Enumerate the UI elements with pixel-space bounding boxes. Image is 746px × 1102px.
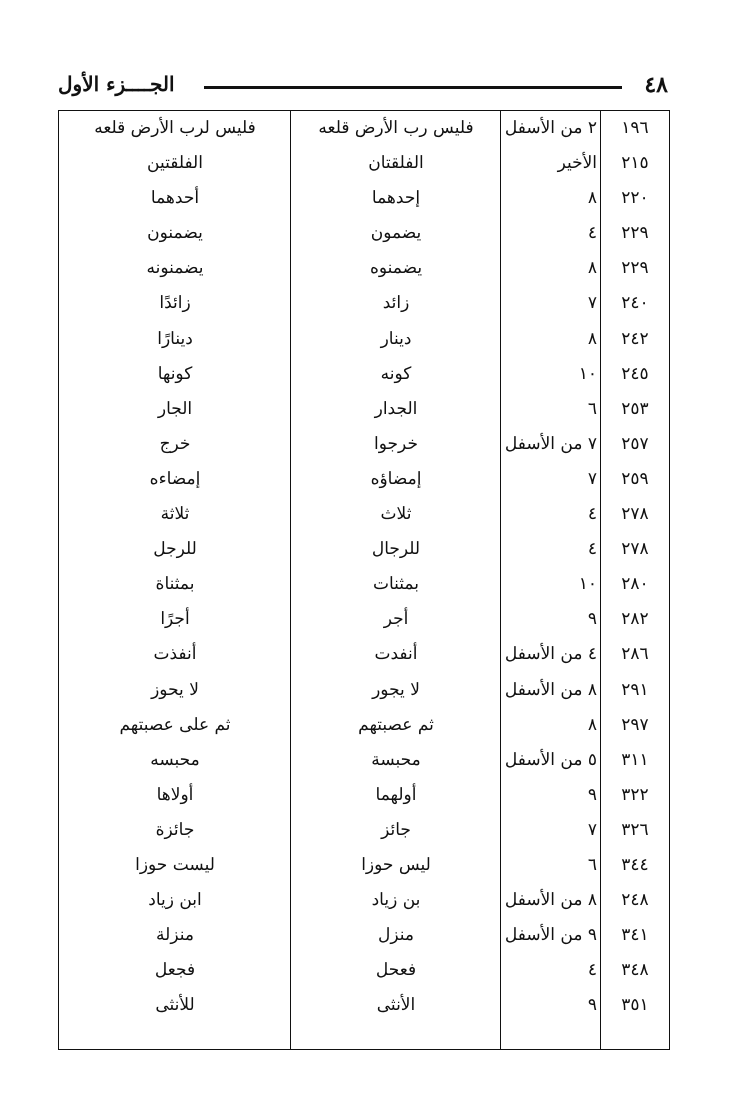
line-cell: ٦ [587,854,597,875]
table-row [59,884,669,919]
page-number-cell: ٣٢٢ [621,784,649,805]
correction-cell: خرج [159,433,191,454]
page-number-cell: ٣٤٨ [621,960,649,981]
line-cell: ٩ من الأسفل [504,925,597,946]
page-number-cell: ٢٤٢ [621,328,649,349]
page-number-cell: ٢٥٣ [621,398,649,419]
line-cell: ٧ [587,819,597,840]
table-row [59,393,669,428]
page-number-cell: ٢٧٨ [621,504,649,525]
error-cell: كونه [380,363,412,384]
line-cell: ١٠ [578,363,597,384]
table-row [59,674,669,709]
page-number-cell: ٢٥٩ [621,468,649,489]
page-number: ٤٨ [644,72,668,98]
error-cell: منزل [378,925,414,946]
error-cell: ثلاث [380,504,412,525]
correction-cell: فليس لرب الأرض قلعه [94,118,256,138]
error-cell: يضمنوه [369,258,423,279]
correction-cell: بمثناة [155,574,195,595]
correction-cell: إمضاءه [149,468,201,489]
correction-cell: يضمنونه [146,258,204,279]
table-row [59,428,669,463]
error-cell: خرجوا [374,433,418,454]
table-row [59,112,669,147]
table-row [59,463,669,498]
page-number-cell: ٢٨٢ [621,609,649,630]
line-cell: ٨ من الأسفل [504,679,597,700]
page-number-cell: ٢٨٠ [621,574,649,595]
error-cell: الجدار [374,398,418,419]
table-row [59,744,669,779]
line-cell: ١٠ [578,574,597,595]
line-cell: الأخير [557,153,597,174]
table-row [59,533,669,568]
error-cell: محبسة [371,749,421,770]
correction-cell: منزلة [156,925,194,946]
page-number-cell: ٢٢٠ [621,188,649,209]
line-cell: ٨ [587,258,597,279]
table-row [59,849,669,884]
correction-cell: محبسه [150,749,200,770]
error-cell: زائد [382,293,410,314]
table-row [59,779,669,814]
correction-cell: دينارًا [157,328,193,349]
error-cell: دينار [380,328,412,349]
header-rule [204,86,622,89]
line-cell: ٨ [587,328,597,349]
table-row [59,603,669,638]
line-cell: ٧ [587,293,597,314]
correction-cell: للأنثى [155,995,195,1016]
page-number-cell: ٢٥٧ [621,433,649,454]
line-cell: ٩ [587,995,597,1016]
page-number-cell: ٣٢٦ [621,819,649,840]
correction-cell: ثلاثة [160,504,190,525]
error-cell: الأنثى [376,995,416,1016]
correction-cell: ثم على عصبتهم [119,714,231,735]
page-number-cell: ٢١٥ [621,153,649,174]
table-row [59,989,669,1024]
correction-cell: الجار [157,398,193,419]
error-cell: فعحل [375,960,417,981]
correction-cell: جائزة [155,819,195,840]
correction-cell: فجعل [154,960,196,981]
page-number-cell: ٢٨٦ [621,644,649,665]
line-cell: ٩ [587,609,597,630]
error-cell: فليس رب الأرض قلعه [318,118,474,138]
line-cell: ٨ [587,714,597,735]
table-row [59,287,669,322]
page-number-cell: ٣٤١ [621,925,649,946]
page-number-cell: ٣١١ [621,749,649,770]
line-cell: ٤ [587,539,597,560]
line-cell: ٤ من الأسفل [504,644,597,665]
error-cell: بمثنات [372,574,419,595]
page-number-cell: ٣٥١ [621,995,649,1016]
error-cell: الفلقتان [368,153,424,174]
line-cell: ٥ من الأسفل [504,749,597,770]
table-row [59,358,669,393]
correction-cell: لا يحوز [151,679,199,700]
line-cell: ٩ [587,784,597,805]
correction-cell: الفلقتين [147,153,203,174]
page-number-cell: ٢٩١ [621,679,649,700]
error-cell: أنفدت [374,644,418,665]
table-top-rule [59,110,669,111]
line-cell: ٨ [587,188,597,209]
error-cell: جائز [381,819,411,840]
line-cell: ٧ [587,468,597,489]
correction-cell: أجرًا [160,609,190,630]
error-cell: يضمون [370,223,422,244]
page-number-cell: ٢٤٥ [621,363,649,384]
error-cell: بن زياد [371,890,421,911]
page-number-cell: ٢٤٨ [621,890,649,911]
table-row [59,217,669,252]
line-cell: ٤ [587,504,597,525]
error-cell: للرجال [371,539,421,560]
correction-cell: كونها [157,363,193,384]
page-number-cell: ٢٢٩ [621,258,649,279]
line-cell: ٤ [587,960,597,981]
table-body [59,112,669,1024]
line-cell: ٦ [587,398,597,419]
line-cell: ٢ من الأسفل [504,118,597,138]
page-number-cell: ٣٤٤ [621,854,649,875]
table-row [59,954,669,989]
correction-cell: أولاها [156,784,194,805]
correction-cell: للرجل [153,539,197,560]
line-cell: ٤ [587,223,597,244]
error-cell: أولهما [375,784,417,805]
line-cell: ٨ من الأسفل [504,890,597,911]
correction-cell: ليست حوزا [135,854,215,875]
page-number-cell: ٢٢٩ [621,223,649,244]
table-row [59,182,669,217]
table-row [59,498,669,533]
running-title: الجــــزء الأول [58,72,175,96]
page-header [58,72,670,102]
table-row [59,709,669,744]
line-cell: ٧ من الأسفل [504,433,597,454]
error-cell: أجر [383,609,409,630]
errata-table [58,110,670,1050]
error-cell: ليس حوزا [361,854,431,875]
error-cell: إمضاؤه [370,468,422,489]
correction-cell: أنفذت [153,644,197,665]
table-row [59,919,669,954]
page-number-cell: ٢٩٧ [621,714,649,735]
error-cell: لا يجور [372,679,420,700]
correction-cell: ابن زياد [148,890,202,911]
table-row [59,323,669,358]
page-number-cell: ١٩٦ [621,118,649,138]
table-row [59,568,669,603]
table-row [59,252,669,287]
error-cell: ثم عصبتهم [358,714,434,735]
table-row [59,147,669,182]
correction-cell: زائدًا [159,293,191,314]
correction-cell: أحدهما [150,188,200,209]
page-number-cell: ٢٤٠ [621,293,649,314]
error-cell: إحدهما [371,188,421,209]
correction-cell: يضمنون [147,223,203,244]
table-row [59,814,669,849]
table-row [59,638,669,673]
page-number-cell: ٢٧٨ [621,539,649,560]
